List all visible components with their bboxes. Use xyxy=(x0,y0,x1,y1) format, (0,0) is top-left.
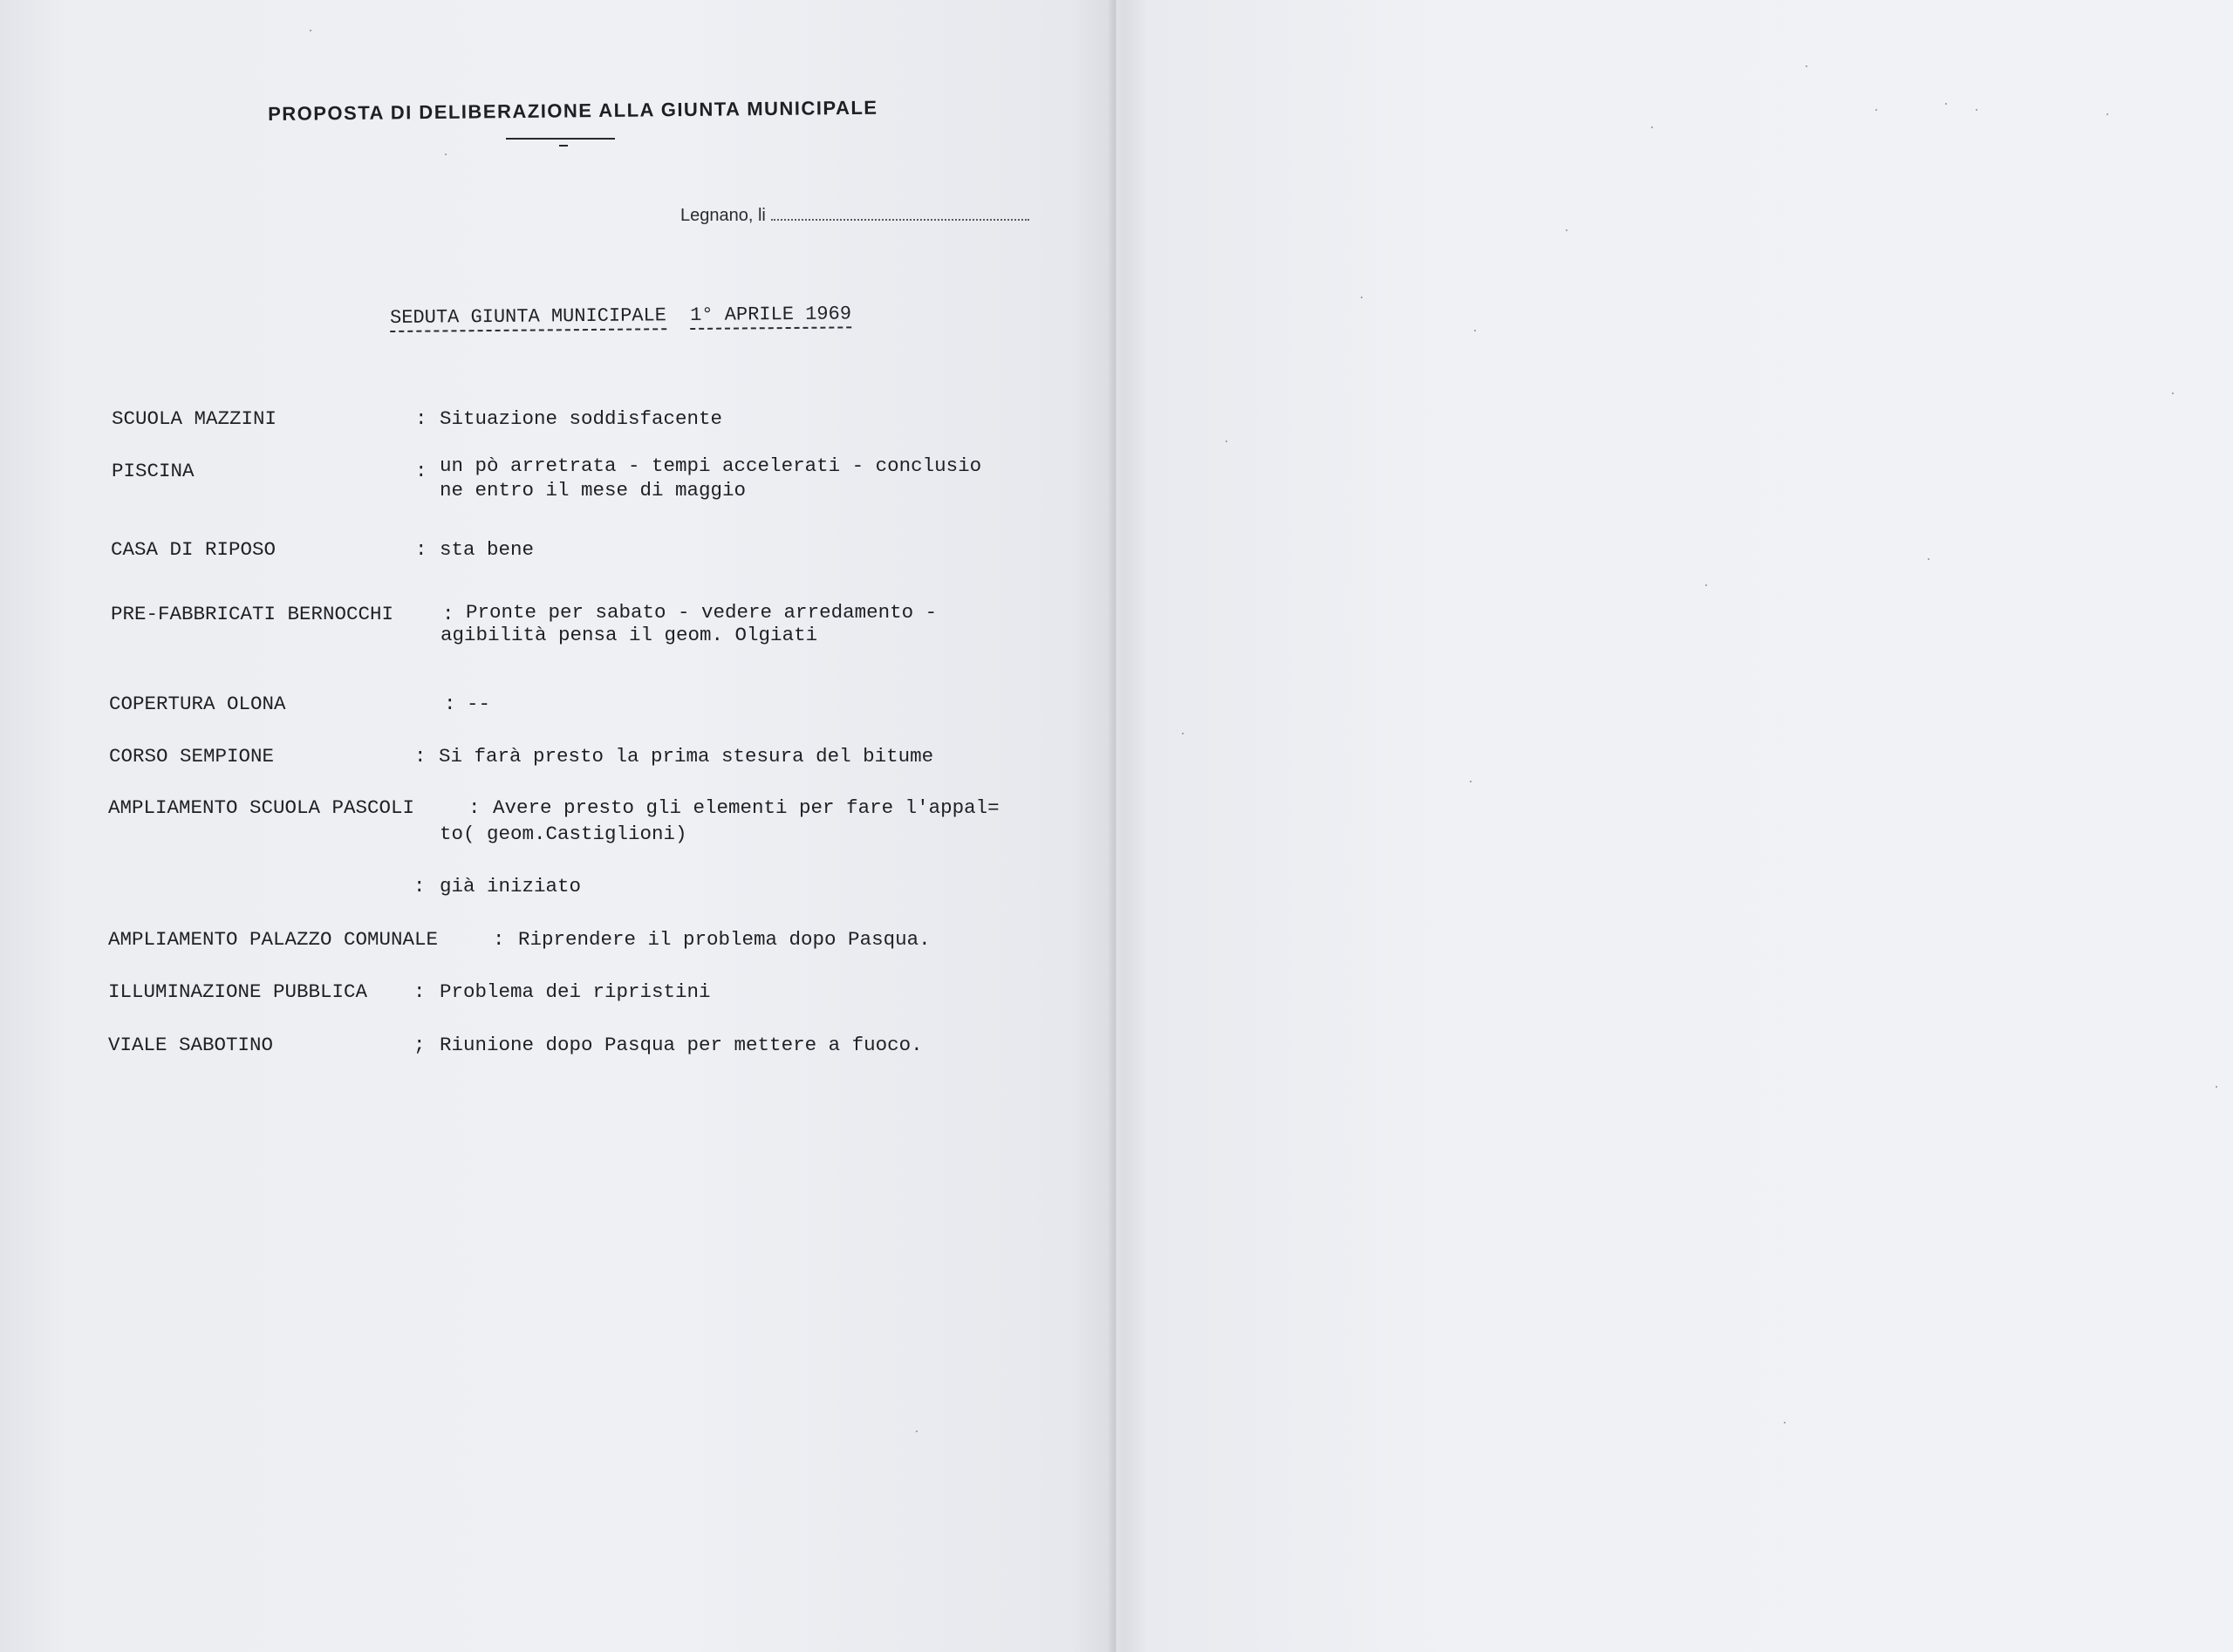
paper-speck xyxy=(1651,126,1653,128)
paper-speck xyxy=(1976,109,1977,111)
agenda-item-text: Pronte per sabato - vedere arredamento - xyxy=(466,601,938,624)
paper-speck xyxy=(1928,558,1929,560)
agenda-item-text-continued: agibilità pensa il geom. Olgiati xyxy=(440,624,818,646)
agenda-item-label: CORSO SEMPIONE xyxy=(109,745,275,768)
agenda-item-separator: : xyxy=(415,538,427,561)
agenda-item-separator: : xyxy=(468,796,481,819)
paper-speck xyxy=(916,1430,918,1432)
session-date: 1° APRILE 1969 xyxy=(690,303,851,330)
paper-speck xyxy=(2107,113,2108,115)
agenda-item-text-continued: to( geom.Castiglioni) xyxy=(440,823,687,845)
paper-speck xyxy=(1226,440,1227,442)
agenda-item-text: Problema dei ripristini xyxy=(440,980,711,1003)
session-title: SEDUTA GIUNTA MUNICIPALE xyxy=(390,304,666,332)
agenda-item-separator: : xyxy=(415,407,427,430)
paper-speck xyxy=(1470,781,1472,782)
agenda-item-label: CASA DI RIPOSO xyxy=(111,538,277,561)
paper-speck xyxy=(1784,1422,1786,1423)
place-date-label: Legnano, li xyxy=(680,206,766,225)
paper-speck xyxy=(1945,103,1947,105)
agenda-item-text-continued: ne entro il mese di maggio xyxy=(440,479,747,502)
agenda-item-text: sta bene xyxy=(440,538,535,561)
paper-speck xyxy=(1182,733,1184,734)
title-underline-tick xyxy=(559,145,568,147)
agenda-item-label: PRE-FABBRICATI BERNOCCHI xyxy=(111,603,394,625)
agenda-item-separator: : xyxy=(444,693,456,715)
agenda-item-label: VIALE SABOTINO xyxy=(108,1034,274,1056)
paper-speck xyxy=(1566,229,1567,231)
paper-speck xyxy=(2172,393,2174,394)
place-date-line xyxy=(680,206,1029,226)
paper-speck xyxy=(1474,330,1476,331)
session-heading xyxy=(390,303,851,329)
paper-speck xyxy=(310,30,311,31)
agenda-item-label: ILLUMINAZIONE PUBBLICA xyxy=(108,980,368,1003)
agenda-item-separator: : xyxy=(415,460,427,482)
agenda-item-text: Si farà presto la prima stesura del bitume xyxy=(439,745,934,768)
agenda-item-text: Avere presto gli elementi per fare l'appal= xyxy=(493,796,1000,819)
date-blank-field xyxy=(771,208,1029,221)
agenda-item-label: COPERTURA OLONA xyxy=(109,693,286,715)
paper-speck xyxy=(2216,1086,2217,1088)
paper-speck xyxy=(1875,109,1877,111)
agenda-item-label: AMPLIAMENTO PALAZZO COMUNALE xyxy=(108,928,439,951)
paper-speck xyxy=(1361,297,1362,298)
title-underline xyxy=(506,138,615,140)
agenda-item-label: PISCINA xyxy=(112,460,195,482)
agenda-item-separator: : xyxy=(413,980,426,1003)
document-title: PROPOSTA DI DELIBERAZIONE ALLA GIUNTA MUNICIPALE xyxy=(268,96,878,125)
agenda-item-text: Riprendere il problema dopo Pasqua. xyxy=(518,928,931,951)
page-fold xyxy=(1108,0,1123,1652)
agenda-item-separator: ; xyxy=(413,1034,426,1056)
paper-speck xyxy=(445,154,447,155)
right-page-blank xyxy=(1115,0,2233,1652)
agenda-item-text: un pò arretrata - tempi accelerati - conclusio xyxy=(440,454,982,477)
paper-speck xyxy=(1806,65,1807,67)
agenda-item-text: Situazione soddisfacente xyxy=(440,407,723,430)
paper-speck xyxy=(1705,584,1707,586)
agenda-item-separator: : xyxy=(442,603,454,625)
agenda-item-text: Riunione dopo Pasqua per mettere a fuoco. xyxy=(440,1034,923,1056)
agenda-item-label: AMPLIAMENTO SCUOLA PASCOLI xyxy=(108,796,415,819)
agenda-item-separator: : xyxy=(414,745,427,768)
agenda-item-separator: : xyxy=(493,928,505,951)
agenda-item-text: -- xyxy=(467,693,491,715)
agenda-item-label: SCUOLA MAZZINI xyxy=(112,407,277,430)
agenda-item-separator: : xyxy=(413,875,426,898)
agenda-item-text: già iniziato xyxy=(440,875,582,898)
